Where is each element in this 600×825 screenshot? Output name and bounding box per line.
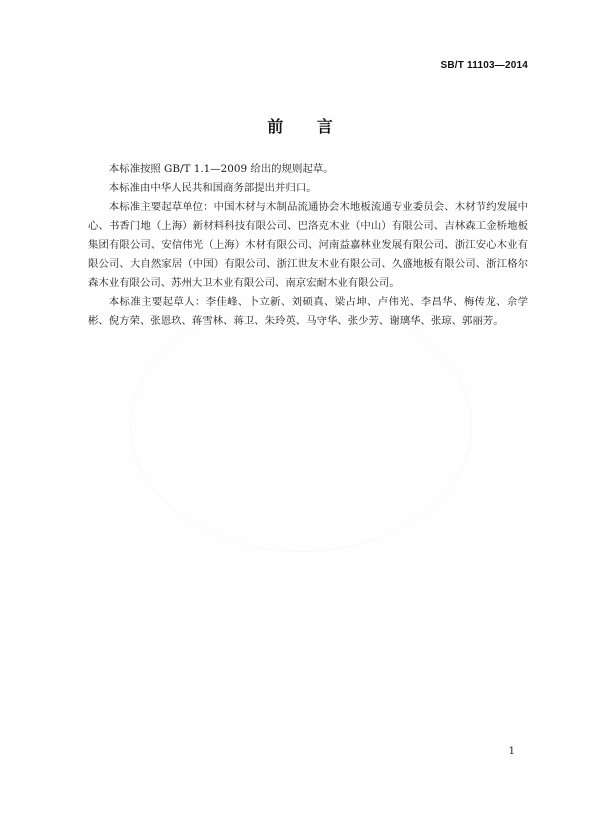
paragraph-drafting-rules: 本标准按照 GB/T 1.1—2009 给出的规则起草。 [108,163,334,175]
document-body [88,160,528,331]
standard-code: SB/T 11103—2014 [440,60,528,71]
paragraph-drafters: 本标准主要起草人：李佳峰、卜立新、刘硕真、梁占坤、卢伟光、李昌华、梅传龙、佘学彬、倪方荣、张恩玖、蒋雪林、蒋卫、朱玲英、马守华、张少芳、谢璃华、张琼、郭丽芳。 [88,296,528,327]
paragraph-drafting-organizations: 本标准主要起草单位：中国木材与木制品流通协会木地板流通专业委员会、木材节约发展中心、书香门地（上海）新材料科技有限公司、巴洛克木业（中山）有限公司、吉林森工金桥地板集团有限公司、安信伟光（上海）木材有限公司、河南益嘉林业发展有限公司、浙江安心木业有限公司、大自然家居（中国）有限公司、浙江世友木业有限公司、久盛地板有限公司、浙江格尔森木业有限公司、苏州大卫木业有限公司、南京宏耐木业有限公司。 [88,201,528,289]
page-title: 前 言 [267,117,347,136]
paragraph-proposer: 本标准由中华人民共和国商务部提出并归口。 [108,182,317,194]
faint-seal-watermark [130,300,472,552]
page-number: 1 [508,746,515,757]
